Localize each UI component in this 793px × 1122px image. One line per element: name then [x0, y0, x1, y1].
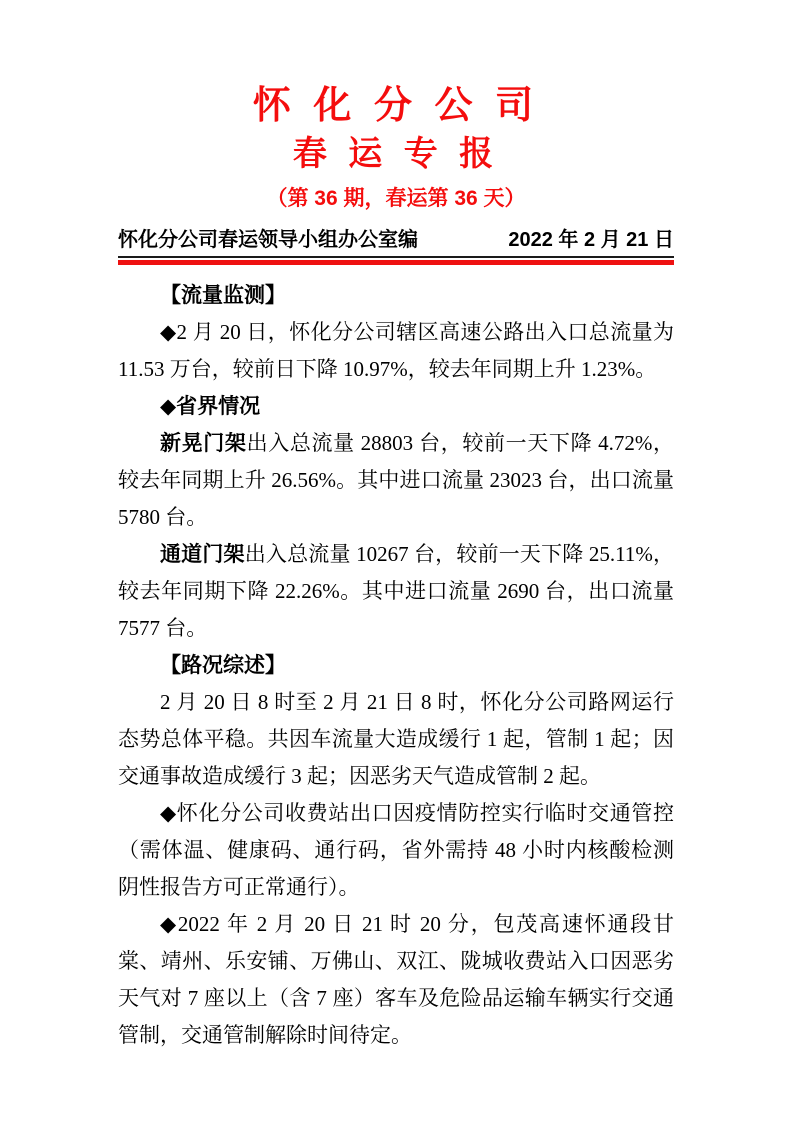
- paragraph-text: 2 月 20 日 8 时至 2 月 21 日 8 时，怀化分公司路网运行态势总体平稳。共因车流量大造成缓行 1 起，管制 1 起；因交通事故造成缓行 3 起；因恶劣天气造成管制 2 起。: [118, 690, 674, 788]
- paragraph-total-flow: [118, 314, 674, 388]
- header-rule-red: [118, 260, 674, 265]
- paragraph-weather-control: [118, 906, 674, 1054]
- paragraph-text: 出入总流量 28803 台，较前一天下降 4.72%，较去年同期上升 26.56%。其中进口流量 23023 台，出口流量 5780 台。: [118, 431, 674, 529]
- paragraph-lead: 通道门架: [160, 543, 245, 566]
- paragraph-text: ◆2022 年 2 月 20 日 21 时 20 分，包茂高速怀通段甘棠、靖州、乐安铺、万佛山、双江、陇城收费站入口因恶劣天气对 7 座以上（含 7 座）客车及危险品运输车辆实行交通管制，交通管制解除时间待定。: [118, 912, 674, 1047]
- issue-date: 2022 年 2 月 21 日: [508, 229, 674, 251]
- document-body: [118, 277, 674, 1054]
- document-title-bulletin: 春 运 专 报: [292, 135, 500, 173]
- issuer-name: 怀化分公司春运领导小组办公室编: [118, 229, 418, 251]
- paragraph-xinhuang-gantry: [118, 425, 674, 536]
- issue-number-line: （第 36 期，春运第 36 天）: [266, 187, 526, 210]
- paragraph-text: ◆2 月 20 日，怀化分公司辖区高速公路出入口总流量为 11.53 万台，较前日下降 10.97%，较去年同期上升 1.23%。: [118, 320, 674, 381]
- paragraph-tongdao-gantry: [118, 536, 674, 647]
- paragraph-text: 出入总流量 10267 台，较前一天下降 25.11%，较去年同期下降 22.26%。其中进口流量 2690 台，出口流量 7577 台。: [118, 542, 675, 640]
- paragraph-epidemic-control: [118, 795, 674, 906]
- document-title-company: 怀 化 分 公 司: [252, 85, 540, 127]
- paragraph-text: ◆怀化分公司收费站出口因疫情防控实行临时交通管控（需体温、健康码、通行码，省外需持 48 小时内核酸检测阴性报告方可正常通行）。: [118, 801, 674, 899]
- section-heading-road-condition: 【路况综述】: [160, 654, 286, 677]
- section-heading-traffic-monitor: 【流量监测】: [160, 284, 286, 307]
- paragraph-lead: ◆省界情况: [160, 395, 261, 418]
- paragraph-network-overview: [118, 684, 674, 795]
- paragraph-lead: 新晃门架: [160, 432, 247, 455]
- subheading-province-border: [118, 388, 674, 425]
- issuer-row: [118, 227, 674, 253]
- header-rule-black: [118, 256, 674, 258]
